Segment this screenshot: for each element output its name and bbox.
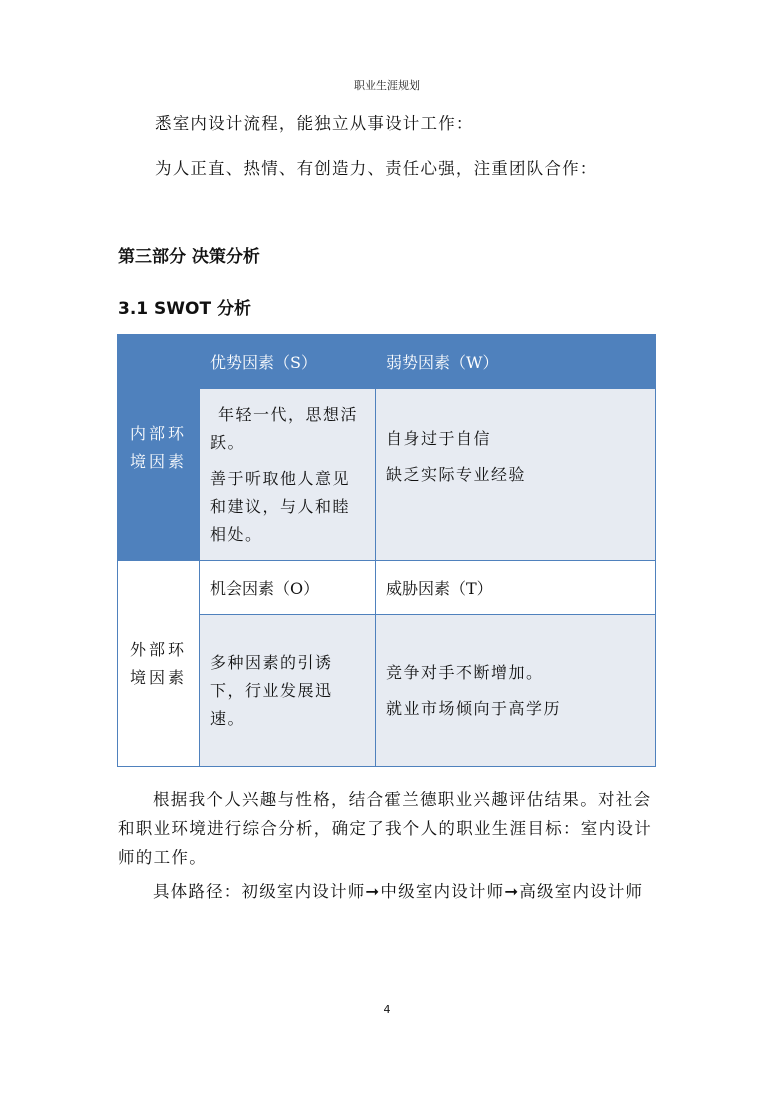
opportunities-cell	[200, 615, 376, 767]
section-heading: 第三部分 决策分析	[118, 247, 260, 267]
swot-external-header-row	[118, 561, 656, 615]
strength-item: 年轻一代，思想活跃。	[210, 404, 359, 452]
weaknesses-header: 弱势因素（W）	[376, 335, 656, 389]
subsection-heading: 3.1 SWOT 分析	[118, 299, 251, 319]
threat-item: 竞争对手不断增加。	[386, 662, 544, 682]
opportunities-header: 机会因素（O）	[200, 561, 376, 615]
swot-table	[117, 334, 656, 767]
career-path: 具体路径：初级室内设计师➞中级室内设计师➞高级室内设计师	[153, 882, 644, 901]
intro-line-2: 为人正直、热情、有创造力、责任心强，注重团队合作：	[155, 159, 598, 178]
threats-cell	[376, 615, 656, 767]
weakness-item: 自身过于自信	[386, 429, 492, 448]
strengths-cell	[200, 389, 376, 561]
strengths-header: 优势因素（S）	[200, 335, 376, 389]
running-header: 职业生涯规划	[354, 79, 420, 92]
strength-item: 善于听取他人意见和建议，与人和睦相处。	[210, 468, 351, 544]
intro-line-1: 悉室内设计流程，能独立从事设计工作：	[155, 114, 474, 133]
threat-item: 就业市场倾向于高学历	[386, 698, 562, 718]
internal-factors-label: 内部环境因素	[118, 335, 200, 561]
opportunity-item: 多种因素的引诱下，行业发展迅速。	[210, 652, 333, 728]
weakness-item: 缺乏实际专业经验	[386, 465, 527, 484]
external-factors-label: 外部环境因素	[118, 561, 200, 767]
threats-header: 威胁因素（T）	[376, 561, 656, 615]
swot-header-row	[118, 335, 656, 389]
page-number: 4	[383, 1003, 391, 1016]
conclusion-paragraph: 根据我个人兴趣与性格，结合霍兰德职业兴趣评估结果。对社会和职业环境进行综合分析，确定了我个人的职业生涯目标：室内设计师的工作。	[118, 790, 652, 867]
weaknesses-cell	[376, 389, 656, 561]
